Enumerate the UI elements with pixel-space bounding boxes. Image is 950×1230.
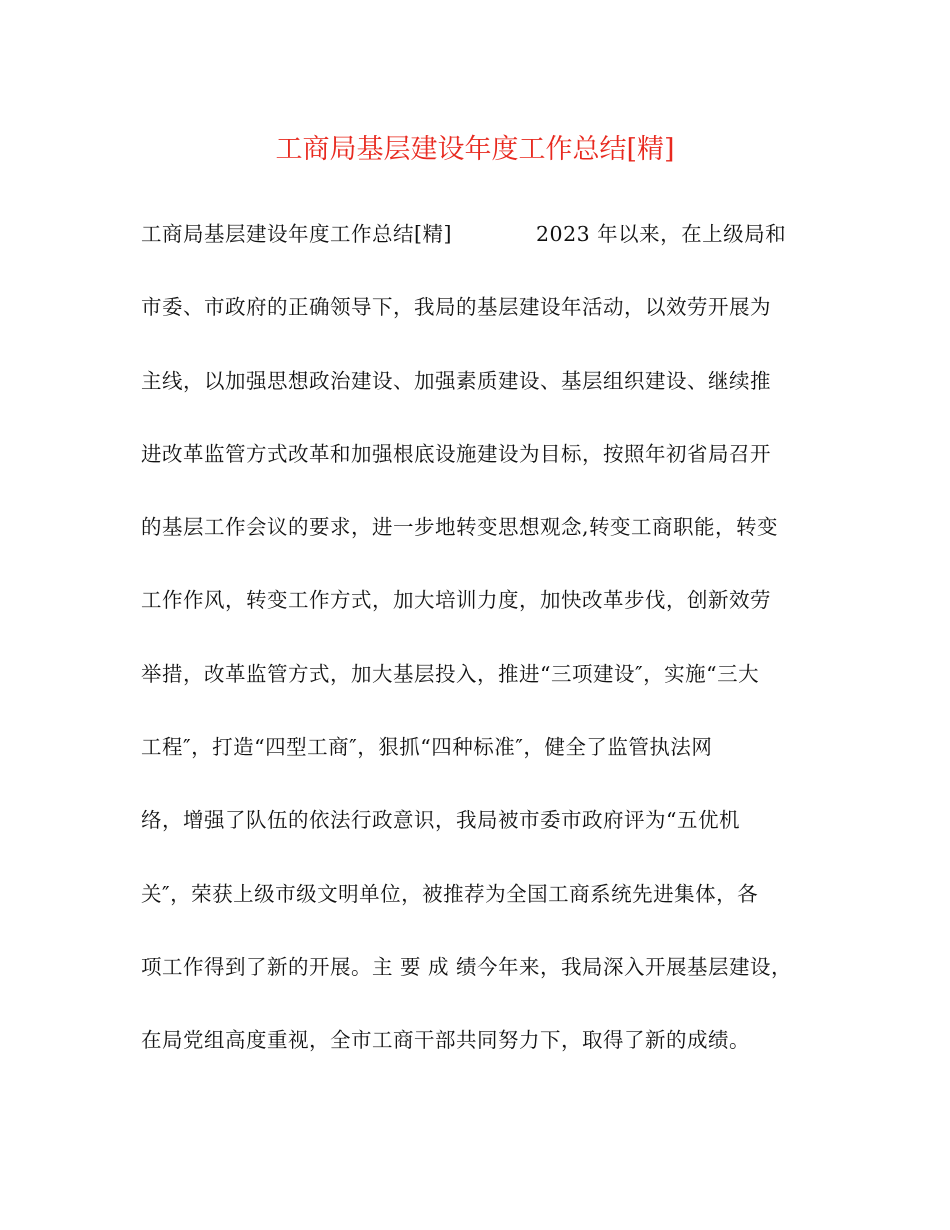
text-line-2: 市委、市政府的正确领导下，我局的基层建设年活动，以效劳开展为 <box>141 295 771 320</box>
text-line-7: 举措，改革监管方式，加大基层投入，推进“三项建设″，实施“三大 <box>141 661 760 686</box>
page-title: 工商局基层建设年度工作总结[精] <box>275 134 675 165</box>
text-line-6: 工作作风，转变工作方式，加大培训力度，加快改革步伐，创新效劳 <box>141 588 771 613</box>
text-line-8: 工程″，打造“四型工商″，狠抓“四种标准″，健全了监管执法网 <box>141 735 713 760</box>
text-line-3: 主线，以加强思想政治建设、加强素质建设、基层组织建设、继续推 <box>141 368 771 393</box>
text-line-4: 进改革监管方式改革和加强根底设施建设为目标，按照年初省局召开 <box>141 441 771 466</box>
text-line-1: 工商局基层建设年度工作总结[精] 2023 年以来，在上级局和 <box>141 222 787 246</box>
text-line-11: 项工作得到了新的开展。主 要 成 绩今年来，我局深入开展基层建设， <box>141 954 793 979</box>
text-line-12: 在局党组高度重视，全市工商干部共同努力下，取得了新的成绩。 <box>141 1028 750 1053</box>
body-paragraph <box>141 212 821 1092</box>
text-line-10: 关″，荣获上级市级文明单位，被推荐为全国工商系统先进集体，各 <box>141 881 759 906</box>
text-line-9: 络，增强了队伍的依法行政意识，我局被市委市政府评为“五优机 <box>141 808 740 833</box>
text-line-5: 的基层工作会议的要求，进一步地转变思想观念,转变工商职能，转变 <box>141 515 779 540</box>
